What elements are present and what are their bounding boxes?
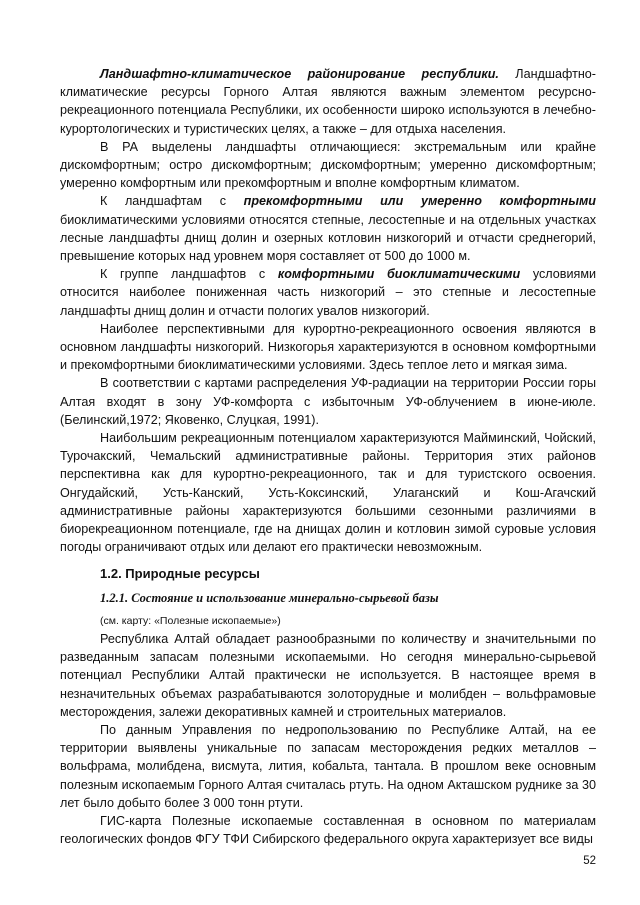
paragraph-districts: Наибольшим рекреационным потенциалом характеризуются Майминский, Чойский, Турочакский, Чемальский административные районы. Территория этих районов перспективна как для курортно-рекреационного, так и для туристского освоения. Онгудайский, Усть-Канский, Усть-Коксинский, Улаганский и Кош-Агачский административные районы характеризуются большими сезонными различиями в биорекреационном потенциале, где на днищах долин и котловин зимой суровые условия погоды ограничивают отдых или делают его практически невозможным. <box>60 431 596 555</box>
paragraph-text: К группе ландшафтов с <box>100 267 278 282</box>
paragraph-precomfort-landscapes <box>60 192 596 265</box>
paragraph-mineral-overview: Республика Алтай обладает разнообразными по количеству и значительными по разведанным запасам полезными ископаемыми. Но сегодня минерально-сырьевой потенциал Республики Алтай практически не используется. В настоящее время в незначительных объемах разрабатываются золоторудные и молибден – вольфрамовые месторождения, залежи декоративных камней и строительных материалов. <box>60 632 596 719</box>
emphasized-term: прекомфортными или умеренно комфортными <box>243 194 596 209</box>
emphasized-term: комфортными биоклиматическими <box>277 267 521 282</box>
page-number: 52 <box>583 855 596 867</box>
subsection-heading: 1.2.1. Состояние и использование минерально-сырьевой базы <box>100 591 439 605</box>
paragraph-text: К ландшафтам с <box>100 194 244 209</box>
paragraph-comfort-landscapes <box>60 265 596 320</box>
landscape-climate-section <box>60 65 596 556</box>
map-reference: (см. карту: «Полезные ископаемые») <box>100 615 281 627</box>
paragraph-rare-metals: По данным Управления по недропользованию по Республике Алтай, на ее территории выявлены уникальные по запасам месторождения редких металлов – вольфрама, молибдена, висмута, лития, кобальта, тантала. В прошлом веке основным полезным ископаемым Горного Алтая считалась ртуть. На одном Акташском руднике за 30 лет было добыто более 3 000 тонн ртути. <box>60 723 596 810</box>
paragraph-landscape-types: В РА выделены ландшафты отличающиеся: экстремальным или крайне дискомфортным; остро дискомфортным; дискомфортным; умеренно дискомфортным; умеренно комфортным или прекомфортным и вполне комфортным климатом. <box>60 139 596 191</box>
paragraph-text: биоклиматическими условиями относятся степные, лесостепные и на отдельных участках лесные ландшафты днищ долин и озерных котловин низкогорий и отчасти среднегорий, превышение которых над уровнем моря составляет от 500 до 1000 м. <box>60 212 596 264</box>
paragraph-landscape-zoning <box>60 65 596 138</box>
paragraph-uv-radiation: В соответствии с картами распределения УФ-радиации на территории России горы Алтая входят в зону УФ-комфорта с избыточным УФ-облучением в июне-июле. (Белинский,1972; Яковенко, Слуцкая, 1991). <box>60 376 596 427</box>
paragraph-text: условиями относится наиболее пониженная часть низкогорий – это степные и лесостепные ландшафты днищ долин и отчасти пологих увалов низкогорий. <box>60 267 597 318</box>
paragraph-text: Ландшафтно-климатические ресурсы Горного Алтая являются важным элементом ресурсно-рекреационного потенциала Республики, их особенности широко используются в лечебно-курортологических и туристических целях, а также – для отдыха населения. <box>60 67 596 136</box>
paragraph-lowlands: Наиболее перспективными для курортно-рекреационного освоения являются в основном ландшафты низкогорий. Низкогорья характеризуются в основном комфортными и прекомфортными биоклиматическими условиями. Здесь теплое лето и мягкая зима. <box>60 321 596 373</box>
section-heading: 1.2. Природные ресурсы <box>100 566 260 581</box>
mineral-resources-section <box>60 630 596 848</box>
paragraph-lead-title: Ландшафтно-климатическое районирование республики. <box>100 67 499 81</box>
paragraph-gis-map: ГИС-карта Полезные ископаемые составленная в основном по материалам геологических фондов ФГУ ТФИ Сибирского федерального округа характеризует все виды <box>60 814 596 847</box>
